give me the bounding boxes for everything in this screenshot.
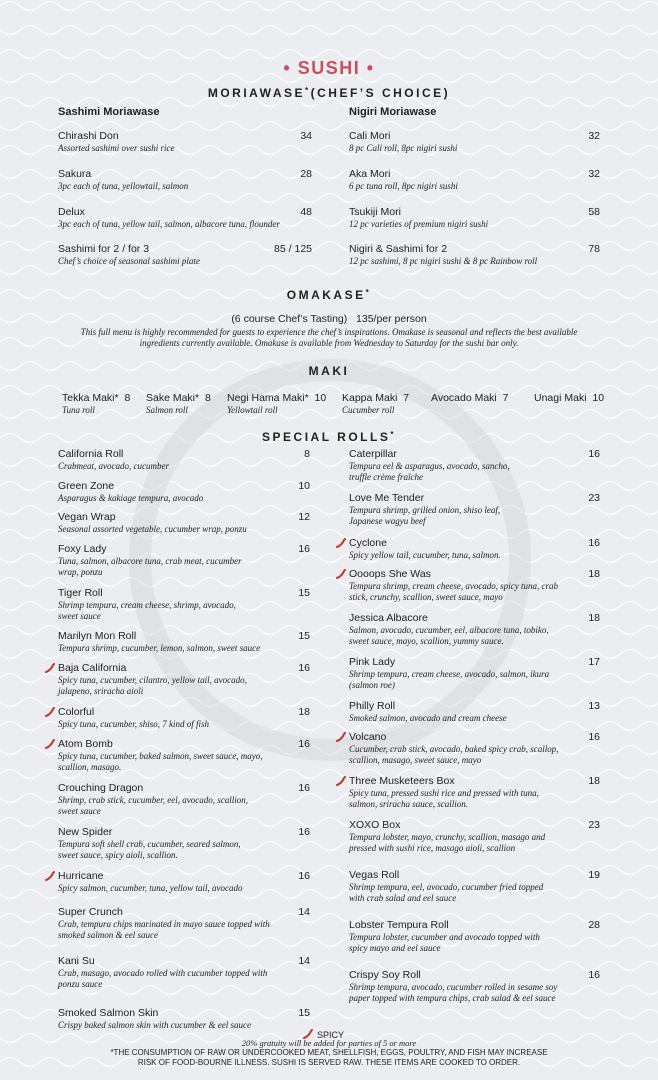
maki-name-line bbox=[534, 392, 604, 405]
item-price: 18 bbox=[588, 612, 600, 624]
item-price: 7 bbox=[502, 392, 509, 404]
item-description: 6 pc tuna roll, 8pc nigiri sushi bbox=[349, 181, 458, 191]
item-price: 10 bbox=[298, 480, 310, 492]
item-name: Crouching Dragon bbox=[58, 782, 144, 794]
maki-item bbox=[62, 392, 130, 416]
item-name: Tekka Maki bbox=[62, 392, 115, 404]
item-price: 34 bbox=[300, 130, 312, 142]
item-price: 18 bbox=[588, 775, 600, 787]
maki-name-line bbox=[342, 392, 409, 405]
item-price: 16 bbox=[298, 870, 310, 882]
item-description: 3pc each of tuna, yellowtail, salmon bbox=[58, 181, 189, 191]
item-description: Smoked salmon, avocado and cream cheese bbox=[349, 713, 507, 723]
item-name: Super Crunch bbox=[58, 906, 123, 918]
item-price: 8 bbox=[304, 448, 310, 460]
item-description: salmon, sriracha sauce, scallion. bbox=[349, 799, 468, 809]
item-description: 3pc each of tuna, yellow tail, salmon, albacore tuna, flounder bbox=[58, 219, 280, 229]
menu-item bbox=[349, 819, 600, 854]
menu-item bbox=[58, 870, 310, 894]
item-name: Tsukiji Mori bbox=[349, 206, 401, 218]
item-price: 16 bbox=[588, 969, 600, 981]
item-description: Spicy tuna, cucumber, shiso, 7 kind of fish bbox=[58, 719, 209, 729]
item-description: Tempura eel & asparagus, avocado, sancho, bbox=[349, 461, 510, 471]
menu-item bbox=[58, 511, 310, 535]
item-description: scallion, masago, sweet sauce, mayo bbox=[349, 755, 482, 765]
item-name: Caterpillar bbox=[349, 448, 397, 460]
omakase-heading: OMAKASE* bbox=[286, 288, 372, 302]
item-price: 19 bbox=[588, 869, 600, 881]
maki-name-line bbox=[431, 392, 508, 405]
raw-warning: RISK OF FOOD-BOURNE ILLNESS. SUSHI IS SERVED RAW. THESE ITEMS ARE COOKED TO ORDER. bbox=[137, 1058, 521, 1067]
menu-item bbox=[349, 243, 600, 267]
item-name: Oooops She Was bbox=[349, 568, 431, 580]
item-description: Shrimp tempura, avocado, cucumber rolled in sesame soy bbox=[349, 982, 558, 992]
item-description: scallion, masago. bbox=[58, 762, 122, 772]
menu-item bbox=[58, 662, 310, 697]
item-price: 17 bbox=[588, 656, 600, 668]
chili-icon bbox=[336, 538, 346, 548]
item-description: Tempura shrimp, cream cheese, avocado, spicy tuna, crab bbox=[349, 581, 559, 591]
item-price: 16 bbox=[298, 782, 310, 794]
item-name: Pink Lady bbox=[349, 656, 396, 668]
star-mark: * bbox=[114, 392, 119, 404]
item-price: 13 bbox=[588, 700, 600, 712]
menu-item bbox=[58, 630, 310, 654]
item-description: sweet sauce, spicy aioli, scallion. bbox=[58, 850, 178, 860]
item-description: paper topped with tempura chips, crab salad & eel sauce bbox=[349, 993, 556, 1003]
menu-item bbox=[349, 969, 600, 1004]
item-name: Jessica Albacore bbox=[349, 612, 428, 624]
item-description: Spicy tuna, cucumber, cilantro, yellow tail, avocado, bbox=[58, 675, 247, 685]
item-description: Shrimp, crab stick, cucumber, eel, avocado, scallion, bbox=[58, 795, 248, 805]
item-description: with crab salad and eel sauce bbox=[349, 893, 457, 903]
item-description: Tempura shrimp, cucumber, lemon, salmon, sweet sauce bbox=[58, 643, 261, 653]
item-price: 16 bbox=[298, 738, 310, 750]
item-price: 14 bbox=[298, 906, 310, 918]
chili-icon bbox=[336, 732, 346, 742]
item-description: Tuna roll bbox=[62, 405, 95, 415]
maki-heading: MAKI bbox=[308, 364, 350, 378]
item-description: spicy mayo and eel sauce bbox=[349, 943, 441, 953]
menu-item bbox=[58, 706, 310, 730]
item-price: 58 bbox=[588, 206, 600, 218]
item-description: 12 pc varieties of premium nigiri sushi bbox=[349, 219, 489, 229]
item-description: Shrimp tempura, cream cheese, avocado, salmon, ikura bbox=[349, 669, 550, 679]
menu-item bbox=[349, 537, 600, 561]
maki-item bbox=[534, 392, 604, 405]
item-price: 7 bbox=[403, 392, 410, 404]
item-description: Cucumber, crab stick, avocado, baked spicy crab, scallop, bbox=[349, 744, 559, 754]
item-description: Salmon, avocado, cucumber, eel, albacore tuna, tobiko, bbox=[349, 625, 549, 635]
item-price: 32 bbox=[588, 130, 600, 142]
item-name: Aka Mori bbox=[349, 168, 391, 180]
item-price: 8 bbox=[204, 392, 211, 404]
omakase-description: This full menu is highly recommended for guests to experience the chef’s inspirations. Omakase is seasonal and reflects the best available ingredients currently available. Omakase is available from Wednesday to Saturday for the sushi bar only. bbox=[80, 327, 578, 348]
item-name: Marilyn Mon Roll bbox=[58, 630, 137, 642]
item-description: sweet sauce, mayo, scallion, yummy sauce. bbox=[349, 636, 504, 646]
item-name: Hurricane bbox=[58, 870, 104, 882]
item-description: Crab, tempura chips marinated in mayo sauce topped with bbox=[58, 919, 270, 929]
maki-item bbox=[146, 392, 211, 416]
item-name: Three Musketeers Box bbox=[349, 775, 455, 787]
chili-icon bbox=[336, 776, 346, 786]
maki-item bbox=[342, 392, 409, 416]
item-name: Cyclone bbox=[349, 537, 387, 549]
item-description: Crispy baked salmon skin with cucumber & eel sauce bbox=[58, 1020, 251, 1030]
item-description: Crabmeat, avocado, cucumber bbox=[58, 461, 169, 471]
item-name: Baja California bbox=[58, 662, 127, 674]
menu-item bbox=[349, 568, 600, 603]
menu-item bbox=[58, 130, 312, 154]
chili-icon bbox=[336, 569, 346, 579]
item-price: 8 bbox=[124, 392, 131, 404]
item-name: Chirashi Don bbox=[58, 130, 119, 142]
menu-item bbox=[349, 492, 600, 527]
gratuity-note: 20% gratuity will be added for parties of 5 or more bbox=[241, 1038, 417, 1048]
item-description: Tempura shrimp, grilled onion, shiso leaf, bbox=[349, 505, 501, 515]
item-price: 18 bbox=[588, 568, 600, 580]
item-price: 78 bbox=[588, 243, 600, 255]
item-name: Colorful bbox=[58, 706, 95, 718]
menu-item bbox=[58, 206, 312, 230]
item-price: 16 bbox=[298, 543, 310, 555]
item-description: Spicy tuna, pressed sushi rice and pressed with tuna, bbox=[349, 788, 539, 798]
item-description: Tempura lobster, mayo, crunchy, scallion, masago and bbox=[349, 832, 546, 842]
menu-item bbox=[58, 168, 312, 192]
menu-item bbox=[349, 919, 600, 954]
item-name: Nigiri & Sashimi for 2 bbox=[349, 243, 448, 255]
item-price: 18 bbox=[298, 706, 310, 718]
item-description: Assorted sashimi over sushi rice bbox=[58, 143, 175, 153]
star-mark: * bbox=[304, 392, 309, 404]
menu-item bbox=[349, 869, 600, 904]
item-name: Philly Roll bbox=[349, 700, 396, 712]
menu-item bbox=[58, 587, 310, 622]
chili-icon bbox=[45, 871, 55, 881]
item-description: 12 pc sashimi, 8 pc nigiri sushi & 8 pc Rainbow roll bbox=[349, 256, 538, 266]
omakase-line: (6 course Chef’s Tasting) 135/per person bbox=[231, 313, 427, 325]
special-rolls-heading: SPECIAL ROLLS* bbox=[262, 430, 396, 444]
item-name: Sake Maki bbox=[146, 392, 196, 404]
item-name: New Spider bbox=[58, 826, 113, 838]
menu-item bbox=[58, 826, 310, 861]
item-description: Japanese wagyu beef bbox=[349, 516, 426, 526]
menu-item bbox=[349, 612, 600, 647]
item-name: Lobster Tempura Roll bbox=[349, 919, 449, 931]
menu-item bbox=[58, 448, 310, 472]
footer bbox=[0, 1038, 658, 1068]
item-price: 16 bbox=[588, 448, 600, 460]
menu-item bbox=[58, 738, 310, 773]
menu-item bbox=[58, 782, 310, 817]
item-description: ponzu sauce bbox=[58, 979, 103, 989]
item-description: Seasonal assorted vegetable, cucumber wrap, ponzu bbox=[58, 524, 247, 534]
item-name: Atom Bomb bbox=[58, 738, 113, 750]
item-description: Tempura soft shell crab, cucumber, seared salmon, bbox=[58, 839, 241, 849]
item-description: Salmon roll bbox=[146, 405, 188, 415]
item-price: 48 bbox=[300, 206, 312, 218]
item-description: stick, crunchy, scallion, sweet sauce, mayo bbox=[349, 592, 503, 602]
menu-item bbox=[349, 731, 600, 766]
item-name: Kappa Maki bbox=[342, 392, 398, 404]
item-description: Shrimp tempura, eel, avocado, cucumber fried topped bbox=[349, 882, 544, 892]
item-description: pressed with sushi rice, masago aioli, scallion bbox=[349, 843, 516, 853]
item-description: Spicy yellow tail, cucumber, tuna, salmon. bbox=[349, 550, 501, 560]
item-name: Volcano bbox=[349, 731, 387, 743]
menu-item bbox=[349, 656, 600, 691]
item-description: Shrimp tempura, cream cheese, shrimp, avocado, bbox=[58, 600, 236, 610]
menu-item bbox=[349, 775, 600, 810]
item-description: Cucumber roll bbox=[342, 405, 395, 415]
item-price: 28 bbox=[588, 919, 600, 931]
item-name: Crispy Soy Roll bbox=[349, 969, 421, 981]
item-name: California Roll bbox=[58, 448, 124, 460]
item-price: 16 bbox=[298, 826, 310, 838]
item-description: Spicy salmon, cucumber, tuna, yellow tail, avocado bbox=[58, 883, 243, 893]
item-name: Tiger Roll bbox=[58, 587, 103, 599]
menu-item bbox=[58, 1007, 310, 1031]
item-price: 16 bbox=[298, 662, 310, 674]
item-name: Vegan Wrap bbox=[58, 511, 116, 523]
item-name: Vegas Roll bbox=[349, 869, 400, 881]
item-description: (salmon roe) bbox=[349, 680, 395, 690]
item-description: Spicy tuna, cucumber, baked salmon, sweet sauce, mayo, bbox=[58, 751, 263, 761]
item-name: Green Zone bbox=[58, 480, 115, 492]
item-name: Avocado Maki bbox=[431, 392, 497, 404]
chili-icon bbox=[45, 707, 55, 717]
item-price: 16 bbox=[588, 537, 600, 549]
maki-item bbox=[431, 392, 508, 405]
item-description: Asparagus & kakiage tempura, avocado bbox=[58, 493, 204, 503]
item-price: 12 bbox=[298, 511, 310, 523]
menu-item bbox=[58, 243, 312, 267]
item-price: 15 bbox=[298, 630, 310, 642]
item-description: Tempura lobster, cucumber and avocado topped with bbox=[349, 932, 540, 942]
item-price: 14 bbox=[298, 955, 310, 967]
menu-item bbox=[349, 448, 600, 483]
item-name: Foxy Lady bbox=[58, 543, 107, 555]
item-name: Unagi Maki bbox=[534, 392, 587, 404]
item-description: wrap, ponzu bbox=[58, 567, 103, 577]
item-description: smoked salmon & eel sauce bbox=[58, 930, 158, 940]
menu-item bbox=[58, 906, 310, 941]
star-mark: * bbox=[195, 392, 200, 404]
item-name: Sakura bbox=[58, 168, 92, 180]
item-description: Chef’s choice of seasonal sashimi plate bbox=[58, 256, 200, 266]
item-description: Yellowtail roll bbox=[227, 405, 278, 415]
item-name: Negi Hama Maki bbox=[227, 392, 305, 404]
item-name: Smoked Salmon Skin bbox=[58, 1007, 159, 1019]
item-price: 15 bbox=[298, 1007, 310, 1019]
item-price: 10 bbox=[592, 392, 605, 404]
item-name: Kani Su bbox=[58, 955, 95, 967]
item-description: Tuna, salmon, albacore tuna, crab meat, cucumber bbox=[58, 556, 242, 566]
chili-icon bbox=[45, 663, 55, 673]
nigiri-subhead: Nigiri Moriawase bbox=[349, 106, 437, 118]
item-description: sweet sauce bbox=[58, 611, 101, 621]
item-price: 10 bbox=[314, 392, 327, 404]
spicy-legend: SPICY bbox=[303, 1025, 344, 1043]
maki-name-line bbox=[62, 392, 130, 405]
menu-item bbox=[349, 168, 600, 192]
sashimi-subhead: Sashimi Moriawase bbox=[58, 106, 160, 118]
consumption-warning: *THE CONSUMPTION OF RAW OR UNDERCOOKED MEAT, SHELLFISH, EGGS, POULTRY, AND FISH MAY INCREASE bbox=[110, 1048, 548, 1057]
menu-item bbox=[58, 955, 310, 990]
menu-item bbox=[349, 700, 600, 724]
item-name: XOXO Box bbox=[349, 819, 401, 831]
item-price: 16 bbox=[588, 731, 600, 743]
item-description: truffle crème fraîche bbox=[349, 472, 423, 482]
item-price: 23 bbox=[588, 819, 600, 831]
item-name: Love Me Tender bbox=[349, 492, 425, 504]
item-price: 15 bbox=[298, 587, 310, 599]
item-description: Crab, masago, avocado rolled with cucumber topped with bbox=[58, 968, 268, 978]
moriawase-heading: MORIAWASE*(CHEF’S CHOICE) bbox=[207, 86, 451, 100]
maki-name-line bbox=[146, 392, 211, 405]
menu-item bbox=[58, 543, 310, 578]
item-description: jalapeno, sriracha aioli bbox=[58, 686, 144, 696]
item-name: Cali Mori bbox=[349, 130, 391, 142]
maki-item bbox=[227, 392, 326, 416]
page-title: • SUSHI • bbox=[283, 58, 375, 78]
maki-name-line bbox=[227, 392, 326, 405]
item-description: 8 pc Cali roll, 8pc nigiri sushi bbox=[349, 143, 458, 153]
menu-item bbox=[349, 206, 600, 230]
item-description: sweet sauce bbox=[58, 806, 101, 816]
menu-item bbox=[58, 480, 310, 504]
item-price: 85 / 125 bbox=[274, 243, 312, 255]
item-price: 32 bbox=[588, 168, 600, 180]
menu-item bbox=[349, 130, 600, 154]
chili-icon bbox=[45, 739, 55, 749]
item-name: Sashimi for 2 / for 3 bbox=[58, 243, 150, 255]
item-price: 23 bbox=[588, 492, 600, 504]
item-price: 28 bbox=[300, 168, 312, 180]
item-name: Delux bbox=[58, 206, 85, 218]
